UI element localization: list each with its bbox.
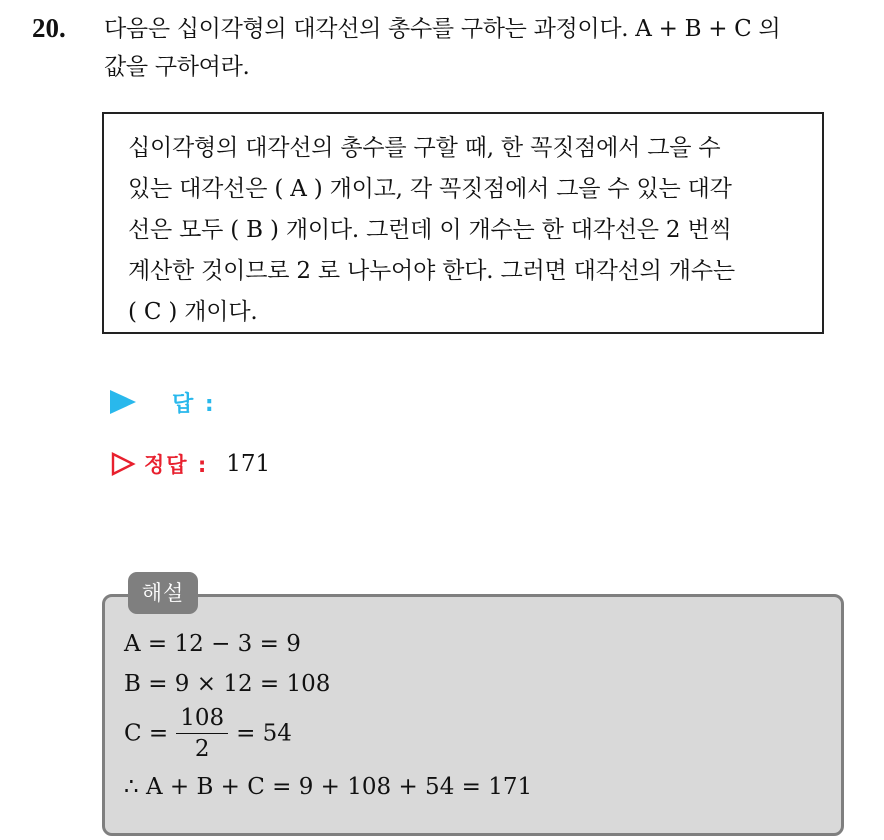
fraction — [176, 703, 228, 764]
answer-row — [110, 382, 216, 422]
process-line: 십이각형의 대각선의 총수를 구할 때, 한 꼭짓점에서 그을 수 — [128, 135, 721, 161]
fraction-numerator: 108 — [176, 703, 228, 734]
play-triangle-icon — [110, 390, 136, 414]
process-box — [102, 112, 824, 334]
question-line-1: 다음은 십이각형의 대각선의 총수를 구하는 과정이다. A + B + C 의 — [104, 16, 781, 42]
solution-tab: 해설 — [128, 572, 198, 614]
answer-label: 답 : — [172, 391, 216, 417]
fraction-denominator: 2 — [194, 736, 210, 762]
solution-line-4: ∴ A + B + C = 9 + 108 + 54 = 171 — [124, 774, 533, 800]
correct-answer-row — [110, 444, 270, 484]
solution-line-3 — [124, 703, 292, 764]
correct-answer-value: 171 — [226, 451, 271, 477]
question-number: 20. — [32, 13, 66, 43]
process-line: 있는 대각선은 ( A ) 개이고, 각 꼭짓점에서 그을 수 있는 대각 — [128, 176, 732, 202]
process-line: 계산한 것이므로 2 로 나누어야 한다. 그러면 대각선의 개수는 — [128, 258, 735, 284]
solution-line-1: A = 12 − 3 = 9 — [124, 631, 301, 657]
process-line: ( C ) 개이다. — [128, 299, 258, 325]
correct-answer-label: 정답 : — [144, 453, 209, 477]
process-line: 선은 모두 ( B ) 개이다. 그런데 이 개수는 한 대각선은 2 번씩 — [128, 217, 732, 243]
solution-line-2: B = 9 × 12 = 108 — [124, 671, 331, 697]
question-line-2: 값을 구하여라. — [104, 54, 250, 80]
outline-triangle-icon — [110, 451, 136, 477]
solution-line-3-left: C = — [124, 720, 169, 747]
solution-line-3-right: = 54 — [236, 720, 292, 747]
question-text — [104, 10, 874, 86]
